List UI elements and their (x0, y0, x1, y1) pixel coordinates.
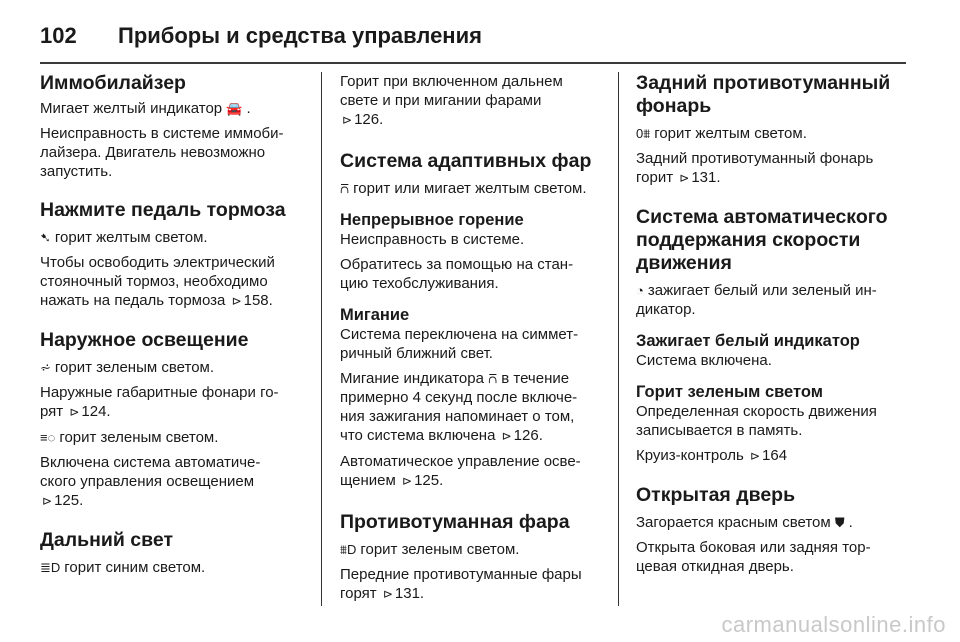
paragraph (636, 124, 906, 143)
text: зажигает белый или зеленый ин- (647, 282, 877, 299)
paragraph (40, 383, 302, 422)
paragraph (40, 124, 302, 181)
text: горит или мигает желтым светом. (353, 180, 587, 197)
text: горит зеленым светом. (59, 429, 219, 446)
watermark: carmanualsonline.info (721, 612, 946, 637)
page-ref-arrow-icon: ⊳ (382, 587, 393, 601)
paragraph (636, 446, 906, 466)
page-ref[interactable]: 125. (54, 492, 84, 509)
paragraph (636, 538, 906, 576)
paragraph (340, 565, 602, 604)
page-header (40, 16, 482, 56)
page-ref[interactable]: 126. (354, 111, 384, 128)
text: в течение (501, 370, 570, 387)
text: запустить. (40, 163, 113, 180)
paragraph (40, 428, 302, 447)
text: Открыта боковая или задняя тор- (636, 539, 871, 556)
page-ref-arrow-icon: ⊳ (231, 294, 242, 308)
text: Передние противотуманные фары (340, 566, 582, 583)
heading-exterior-lights: Наружное освещение (40, 329, 249, 351)
column-divider (618, 72, 619, 606)
page-ref[interactable]: 126. (513, 427, 543, 444)
column-divider (321, 72, 322, 606)
paragraph (340, 540, 602, 559)
text: щением (340, 472, 396, 489)
page-ref[interactable]: 158. (243, 292, 273, 309)
text: горит желтым светом. (54, 229, 208, 246)
text: Определенная скорость движения (636, 403, 877, 420)
paragraph (340, 452, 602, 491)
page-ref[interactable]: 131. (394, 585, 425, 602)
header-rule (40, 62, 906, 64)
heading-fog-light: Противотуманная фара (340, 511, 570, 533)
heading-adaptive-lights: Система адаптивных фар (340, 150, 592, 172)
high-beam-icon: ≣D (40, 560, 61, 575)
paragraph (636, 402, 906, 440)
text: что система включена (340, 427, 496, 444)
text: Неисправность в системе. (340, 231, 525, 248)
text: Система переключена на симмет- (340, 326, 579, 343)
paragraph (340, 255, 602, 293)
text: дикатор. (636, 301, 696, 318)
paragraph (636, 281, 906, 319)
heading-blinking: Мигание (340, 306, 410, 324)
text: Автоматическое управление осве- (340, 453, 581, 470)
page-ref[interactable]: 131. (691, 169, 721, 186)
door-open-icon: ⛊ (834, 515, 845, 530)
heading-continuous: Непрерывное горение (340, 211, 524, 229)
text: ского управления освещением (40, 473, 255, 490)
paragraph (40, 558, 302, 577)
page-ref-arrow-icon: ⊳ (42, 494, 53, 508)
text: движения (636, 252, 732, 274)
page-ref[interactable]: 125. (414, 472, 444, 489)
text: Неисправность в системе иммоби- (40, 125, 284, 142)
text: Мигание индикатора (340, 370, 484, 387)
adaptive-light-icon: ⩃ (340, 181, 350, 196)
text: ния зажигания напоминает о том, (340, 408, 575, 425)
text: Мигает желтый индикатор (40, 100, 223, 117)
text: горит (636, 169, 674, 186)
cruise-control-icon: ◔ (636, 283, 644, 298)
text: Задний противотуманный фонарь (636, 150, 874, 167)
text: цию техобслуживания. (340, 275, 499, 292)
text: стояночный тормоз, необходимо (40, 273, 268, 290)
text: цевая откидная дверь. (636, 558, 794, 575)
auto-light-icon: ≡◌ (40, 430, 56, 445)
column-3 (636, 72, 906, 576)
paragraph (340, 369, 602, 446)
paragraph (340, 325, 602, 363)
paragraph (340, 72, 602, 130)
page-ref-arrow-icon: ⊳ (342, 113, 353, 127)
column-2 (340, 72, 602, 604)
page-ref[interactable]: 164 (762, 447, 788, 464)
text: Система автоматического (636, 206, 888, 228)
text: нажать на педаль тормоза (40, 292, 226, 309)
heading-open-door: Открытая дверь (636, 484, 796, 506)
text: записывается в память. (636, 422, 803, 439)
page-ref-arrow-icon: ⊳ (69, 405, 80, 419)
paragraph (40, 228, 302, 247)
heading-white-indicator: Зажигает белый индикатор (636, 332, 860, 350)
text: лайзера. Двигатель невозможно (40, 144, 266, 161)
adaptive-light-icon: ⩃ (488, 371, 498, 386)
text: горит зеленым светом. (360, 541, 520, 558)
text: Горит при включенном дальнем (340, 73, 563, 90)
text: Включена система автоматиче- (40, 454, 261, 471)
text: Задний противотуманный (636, 72, 891, 94)
page-ref-arrow-icon: ⊳ (749, 449, 761, 463)
front-fog-icon: ⩩D (340, 542, 357, 557)
text: ричный ближний свет. (340, 345, 493, 362)
paragraph (340, 230, 602, 249)
paragraph (340, 179, 602, 198)
immobilizer-icon: 🚘 (226, 101, 243, 116)
paragraph: Загорается красным светом ⛊ . (636, 514, 853, 531)
text: Чтобы освободить электрический (40, 254, 275, 271)
heading-immobilizer: Иммобилайзер (40, 72, 186, 94)
column-1 (40, 72, 302, 577)
text: Круиз-контроль (636, 447, 744, 464)
text: Загорается красным светом (636, 514, 831, 531)
text: горит желтым светом. (654, 125, 807, 142)
text: примерно 4 секунд после включе- (340, 389, 578, 406)
heading-cruise-control (636, 206, 906, 275)
page-ref-arrow-icon: ⊳ (501, 429, 512, 443)
text: поддержания скорости (636, 229, 861, 251)
paragraph (40, 253, 302, 311)
page-ref[interactable]: 124. (81, 403, 111, 420)
heading-brake: Нажмите педаль тормоза (40, 199, 286, 221)
text: Наружные габаритные фонари го- (40, 384, 279, 401)
paragraph: Мигает желтый индикатор 🚘 . (40, 100, 251, 117)
paragraph (40, 453, 302, 511)
paragraph (636, 149, 906, 188)
brake-pedal-icon: ➷ (40, 230, 51, 245)
page-ref-arrow-icon: ⊳ (402, 474, 413, 488)
page-ref-arrow-icon: ⊳ (679, 171, 690, 185)
text: горят (340, 585, 377, 602)
rear-fog-icon: 0⩩ (636, 126, 651, 141)
text: рят (40, 403, 64, 420)
text: Обратитесь за помощью на стан- (340, 256, 574, 273)
text: горит зеленым светом. (54, 359, 215, 376)
heading-high-beam: Дальний свет (40, 529, 173, 551)
heading-green-indicator: Горит зеленым светом (636, 383, 823, 401)
text: фонарь (636, 95, 712, 117)
text: Система включена. (636, 352, 772, 369)
paragraph (636, 351, 906, 370)
paragraph (40, 358, 302, 377)
text: горит синим светом. (64, 559, 206, 576)
page-number: 102 (40, 23, 77, 48)
page-title: Приборы и средства управления (118, 23, 482, 48)
heading-rear-fog (636, 72, 906, 118)
parking-lights-icon: ⩫ (40, 360, 51, 375)
text: свете и при мигании фарами (340, 92, 542, 109)
